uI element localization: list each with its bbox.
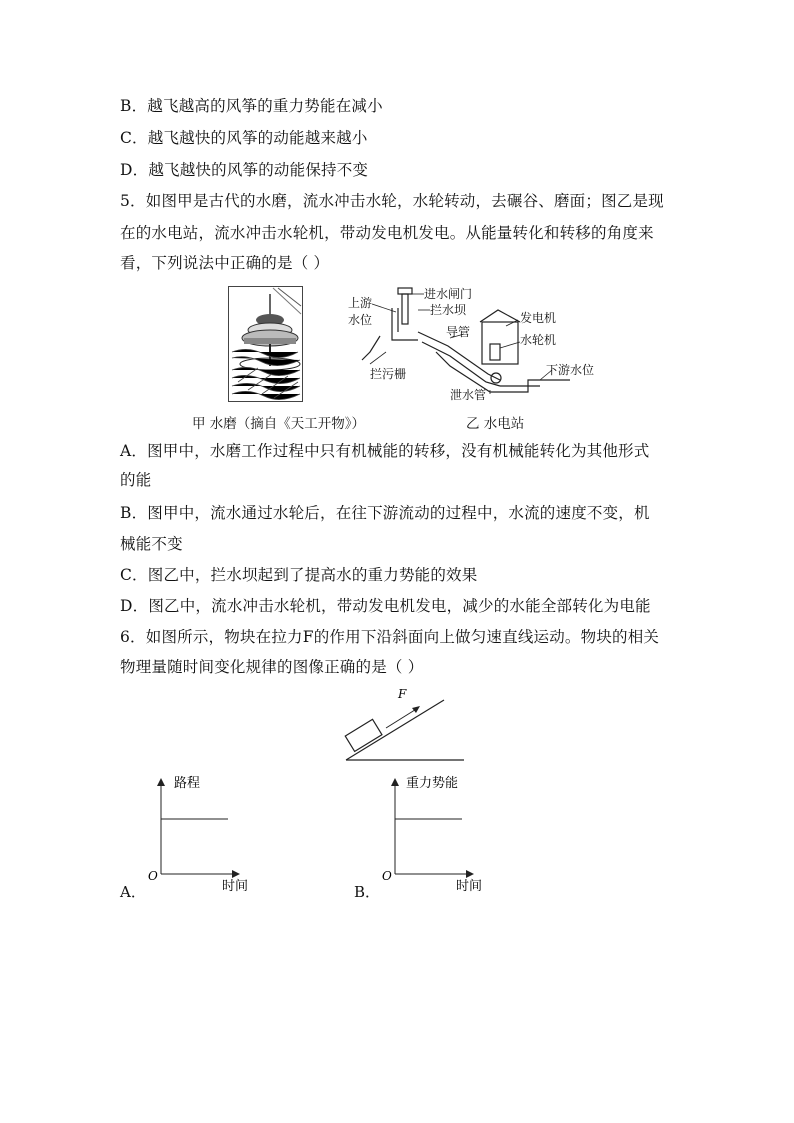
option-4d: D．越飞越快的风筝的动能保持不变 — [120, 161, 369, 179]
graph-b — [378, 770, 498, 896]
label-intake-gate: 进水闸门 — [424, 287, 473, 301]
label-dam: 拦水坝 — [430, 303, 467, 317]
graph-a — [144, 770, 254, 896]
option-4c: C．越飞越快的风筝的动能越来越小 — [120, 129, 368, 147]
label-downstream: 下游水位 — [546, 363, 595, 377]
force-label: F — [398, 687, 407, 701]
label-penstock: 导管 — [446, 325, 471, 339]
label-trash-rack: 拦污栅 — [370, 367, 407, 381]
graph-a-x-label: 时间 — [222, 879, 249, 894]
option-5a-line-1: A．图甲中，水磨工作过程中只有机械能的转移，没有机械能转化为其他形式 — [120, 442, 650, 460]
graph-a-y-label: 路程 — [174, 776, 201, 791]
question-5-line-3: 看，下列说法中正确的是（ ） — [120, 254, 330, 272]
label-generator: 发电机 — [520, 311, 557, 325]
option-5b-line-1: B．图甲中，流水通过水轮后，在往下游流动的过程中，水流的速度不变，机 — [120, 504, 650, 522]
label-drain: 泄水管 — [450, 388, 487, 402]
caption-yi: 乙 水电站 — [466, 416, 525, 432]
graph-b-x-label: 时间 — [456, 879, 483, 894]
question-6-line-1: 6．如图所示，物块在拉力F的作用下沿斜面向上做匀速直线运动。物块的相关 — [120, 628, 660, 646]
graph-b-origin: O — [382, 869, 392, 883]
graph-a-option: A． — [120, 883, 146, 901]
question-6-line-2: 物理量随时间变化规律的图像正确的是（ ） — [120, 658, 424, 676]
label-upstream: 上游 — [348, 296, 373, 310]
option-5a-line-2: 的能 — [120, 471, 152, 489]
question-5-line-1: 5．如图甲是古代的水磨，流水冲击水轮，水轮转动，去碾谷、磨面；图乙是现 — [120, 192, 664, 210]
graph-a-origin: O — [148, 869, 158, 883]
label-turbine: 水轮机 — [520, 333, 557, 347]
hydropower-figure — [340, 282, 615, 406]
question-5-line-2: 在的水电站，流水冲击水轮机，带动发电机发电。从能量转化和转移的角度来 — [120, 224, 654, 242]
option-5b-line-2: 械能不变 — [120, 535, 183, 553]
option-4b: B．越飞越高的风筝的重力势能在减小 — [120, 97, 383, 115]
label-water-level: 水位 — [348, 313, 373, 327]
incline-figure — [340, 684, 470, 764]
graph-b-y-label: 重力势能 — [406, 776, 459, 791]
caption-jia: 甲 水磨（摘自《天工开物》） — [192, 416, 366, 432]
option-5d: D．图乙中，流水冲击水轮机，带动发电机发电，减少的水能全部转化为电能 — [120, 597, 651, 615]
option-5c: C．图乙中，拦水坝起到了提高水的重力势能的效果 — [120, 566, 478, 584]
graph-b-option: B． — [354, 883, 381, 901]
water-mill-figure — [228, 286, 303, 402]
